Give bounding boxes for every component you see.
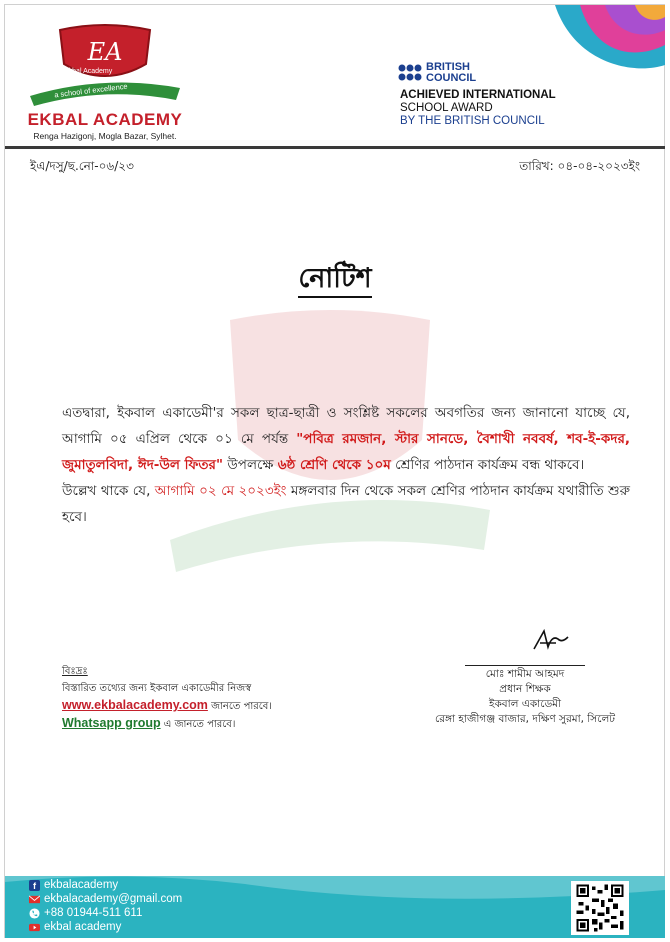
contact-list <box>29 878 182 934</box>
note-line1: বিস্তারিত তথ্যের জন্য ইকবাল একাডেমীর নিজস্ব <box>62 683 252 694</box>
note-heading: বিঃদ্রঃ <box>62 666 88 677</box>
notice-date: তারিখ: ০৪-০৪-২০২৩ইং <box>519 159 640 173</box>
footer <box>5 876 665 938</box>
p2-closing: মঙ্গলবার দিন থেকে সকল শ্রেণির পাঠদান কার্যক্রম যথারীতি শুরু হবে। <box>62 483 630 525</box>
phone-number: +88 01944-511 611 <box>44 907 143 919</box>
youtube-icon <box>29 922 40 933</box>
crest-icon <box>52 24 158 86</box>
p1-holidays: "পবিত্র রমজান, স্টার সানডে, বৈশাখী নববর্ষ, শব-ই-কদর, জুমাতুলবিদা, ঈদ-উল ফিতর" <box>62 431 630 473</box>
notice-paragraph-1 <box>62 400 630 478</box>
school-logo <box>20 18 190 141</box>
p2-intro: উল্লেখ থাকে যে, <box>62 483 155 499</box>
whatsapp-link[interactable]: Whatsapp group <box>62 716 161 730</box>
british-council-name <box>426 62 476 84</box>
bc-name-line2: COUNCIL <box>426 72 477 84</box>
signature-icon <box>530 625 580 655</box>
contact-facebook[interactable] <box>29 878 182 892</box>
note-line2 <box>62 697 272 715</box>
brand-name: EKBAL ACADEMY <box>27 110 183 129</box>
british-council-logo-icon <box>398 64 422 82</box>
p1-classes: ৬ষ্ঠ শ্রেণি থেকে ১০ম <box>277 457 391 473</box>
contact-phone[interactable] <box>29 906 182 920</box>
logo-subtitle: Ekbal Academy <box>64 68 113 75</box>
notice-paragraph-2 <box>62 478 630 530</box>
brand-address: Renga Hazigonj, Mogla Bazar, Sylhet. <box>33 131 177 141</box>
award-line1: ACHIEVED INTERNATIONAL <box>400 89 556 101</box>
contact-email[interactable] <box>29 892 182 906</box>
facebook-icon <box>29 880 40 891</box>
p1-intro: এতদ্বারা, ইকবাল একাডেমী'র সকল ছাত্র-ছাত্রী ও সংশ্লিষ্ট সকলের অবগতির জন্য জানানো যাচ্ছে যে, আগামি ০৫ এপ্রিল থেকে ০১ মে পর্যন্ত <box>62 405 630 447</box>
signatory-institution: ইকবাল একাডেমী <box>488 698 562 710</box>
award-line2: SCHOOL AWARD <box>400 102 493 114</box>
signatory-designation: প্রধান শিক্ষক <box>499 683 551 695</box>
note-block <box>62 663 272 733</box>
qr-code-icon[interactable] <box>571 881 629 935</box>
header-divider <box>5 146 665 149</box>
facebook-handle: ekbalacademy <box>44 879 119 891</box>
notice-title-text: নোটিশ <box>298 263 371 298</box>
notice-title <box>0 258 670 303</box>
award-line3: BY THE BRITISH COUNCIL <box>400 115 545 127</box>
signatory-address: রেঙ্গা হাজীগঞ্জ বাজার, দক্ষিণ সুরমা, সিলেট <box>435 713 615 725</box>
phone-icon <box>29 908 40 919</box>
svg-text:EA: EA <box>87 38 123 66</box>
logo-tagline: a school of excellence <box>53 81 129 100</box>
youtube-channel: ekbal academy <box>44 921 122 933</box>
p1-closing: শ্রেণির পাঠদান কার্যক্রম বন্ধ থাকবে। <box>390 457 585 473</box>
note-line3-suffix: এ জানতে পারবে। <box>160 719 236 730</box>
p1-occasion: উপলক্ষে <box>223 457 278 473</box>
bc-name-line1: BRITISH <box>426 61 470 73</box>
email-icon <box>29 894 40 905</box>
website-link[interactable]: www.ekbalacademy.com <box>62 698 208 712</box>
email-address: ekbalacademy@gmail.com <box>44 893 183 905</box>
contact-youtube[interactable] <box>29 920 182 934</box>
note-line3 <box>62 715 272 733</box>
signature-line <box>465 665 585 666</box>
p2-reopen-date: আগামি ০২ মে ২০২৩ইং <box>154 483 287 499</box>
signatory-name: মোঃ শামীম আহমদ <box>485 668 565 680</box>
note-line2-suffix: জানতে পারবে। <box>207 701 272 712</box>
signatory-block <box>420 665 630 727</box>
svg-text:f: f <box>32 880 37 891</box>
notice-body <box>62 400 630 530</box>
reference-number: ইএ/দসু/ছ.নো-০৬/২৩ <box>30 159 134 173</box>
